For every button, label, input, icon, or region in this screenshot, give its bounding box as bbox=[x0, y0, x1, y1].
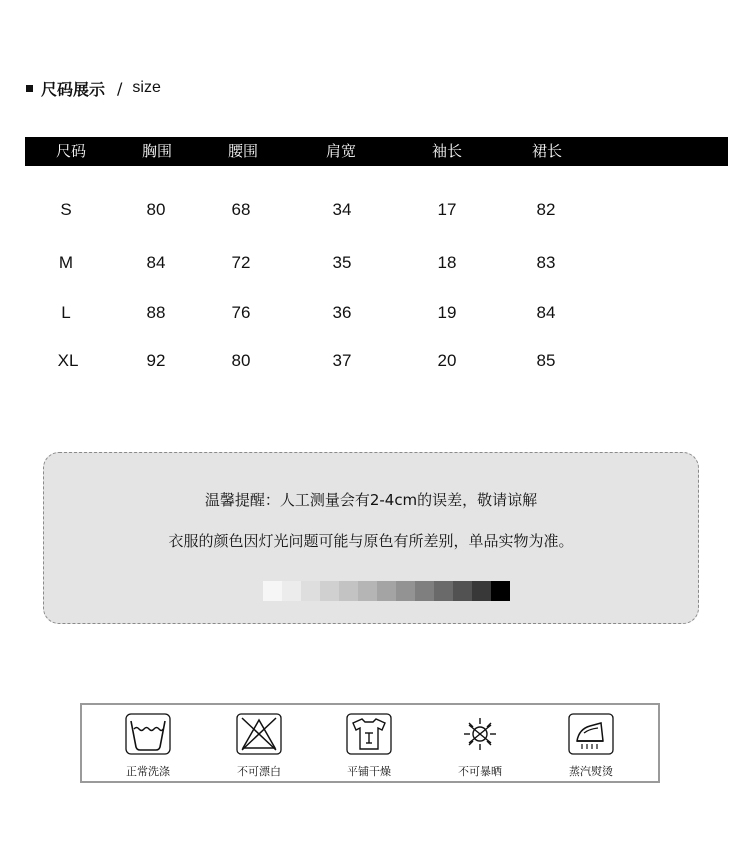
cell-sleeve: 17 bbox=[437, 200, 457, 219]
care-item-hand-wash bbox=[108, 713, 188, 779]
cell-length: 82 bbox=[536, 200, 556, 219]
color-swatch bbox=[263, 581, 282, 601]
cell-length: 83 bbox=[536, 253, 556, 272]
care-item-no-sun bbox=[440, 713, 520, 779]
color-swatch bbox=[358, 581, 377, 601]
cell-shoulder: 37 bbox=[332, 351, 352, 370]
color-swatch bbox=[415, 581, 434, 601]
cell-size: XL bbox=[57, 351, 79, 370]
care-item-flat-dry bbox=[329, 713, 409, 779]
color-gradient-swatches bbox=[263, 581, 510, 601]
header-size: 尺码 bbox=[55, 142, 87, 160]
care-label: 不可暴晒 bbox=[458, 765, 502, 778]
cell-bust: 84 bbox=[146, 253, 166, 272]
notice-line-color: 衣服的颜色因灯光问题可能与原色有所差别，单品实物为准。 bbox=[168, 532, 574, 550]
header-waist: 腰围 bbox=[227, 142, 259, 160]
size-heading bbox=[26, 76, 161, 100]
hand-wash-icon bbox=[125, 713, 171, 755]
color-swatch bbox=[396, 581, 415, 601]
color-swatch bbox=[453, 581, 472, 601]
table-row bbox=[25, 298, 728, 328]
cell-waist: 80 bbox=[231, 351, 251, 370]
care-instructions bbox=[80, 703, 660, 783]
header-sleeve: 袖长 bbox=[431, 142, 463, 160]
header-length: 裙长 bbox=[531, 142, 563, 160]
table-row bbox=[25, 248, 728, 278]
cell-bust: 80 bbox=[146, 200, 166, 219]
header-shoulder: 肩宽 bbox=[325, 142, 357, 160]
color-swatch bbox=[301, 581, 320, 601]
care-label: 不可漂白 bbox=[237, 765, 281, 778]
cell-size: M bbox=[58, 253, 74, 272]
heading-subtitle: size bbox=[132, 79, 161, 96]
cell-shoulder: 35 bbox=[332, 253, 352, 272]
color-swatch bbox=[434, 581, 453, 601]
care-item-steam-iron bbox=[551, 713, 631, 779]
flat-dry-icon bbox=[346, 713, 392, 755]
cell-bust: 92 bbox=[146, 351, 166, 370]
heading-title: 尺码展示 bbox=[41, 79, 106, 99]
color-swatch bbox=[282, 581, 301, 601]
care-label: 平铺干燥 bbox=[347, 765, 391, 778]
table-row bbox=[25, 195, 728, 225]
no-sun-icon bbox=[457, 713, 503, 755]
cell-waist: 72 bbox=[231, 253, 251, 272]
notice-line-measurement: 温馨提醒：人工测量会有2-4cm的误差，敬请谅解 bbox=[204, 491, 538, 509]
color-swatch bbox=[472, 581, 491, 601]
cell-length: 85 bbox=[536, 351, 556, 370]
bullet-square-icon bbox=[26, 85, 33, 92]
care-label: 正常洗涤 bbox=[126, 765, 170, 778]
steam-iron-icon bbox=[568, 713, 614, 755]
no-bleach-icon bbox=[236, 713, 282, 755]
cell-sleeve: 19 bbox=[437, 303, 457, 322]
cell-waist: 68 bbox=[231, 200, 251, 219]
care-item-no-bleach bbox=[219, 713, 299, 779]
cell-shoulder: 34 bbox=[332, 200, 352, 219]
cell-size: L bbox=[61, 303, 71, 322]
cell-sleeve: 18 bbox=[437, 253, 457, 272]
cell-waist: 76 bbox=[231, 303, 251, 322]
cell-shoulder: 36 bbox=[332, 303, 352, 322]
table-row bbox=[25, 346, 728, 376]
color-swatch bbox=[377, 581, 396, 601]
cell-sleeve: 20 bbox=[437, 351, 457, 370]
heading-separator: / bbox=[117, 78, 123, 98]
cell-bust: 88 bbox=[146, 303, 166, 322]
color-swatch bbox=[339, 581, 358, 601]
care-label: 蒸汽熨烫 bbox=[569, 765, 613, 778]
header-bust: 胸围 bbox=[141, 142, 173, 160]
size-table-header bbox=[25, 137, 728, 166]
color-swatch bbox=[320, 581, 339, 601]
color-swatch bbox=[491, 581, 510, 601]
cell-size: S bbox=[60, 200, 72, 219]
cell-length: 84 bbox=[536, 303, 556, 322]
